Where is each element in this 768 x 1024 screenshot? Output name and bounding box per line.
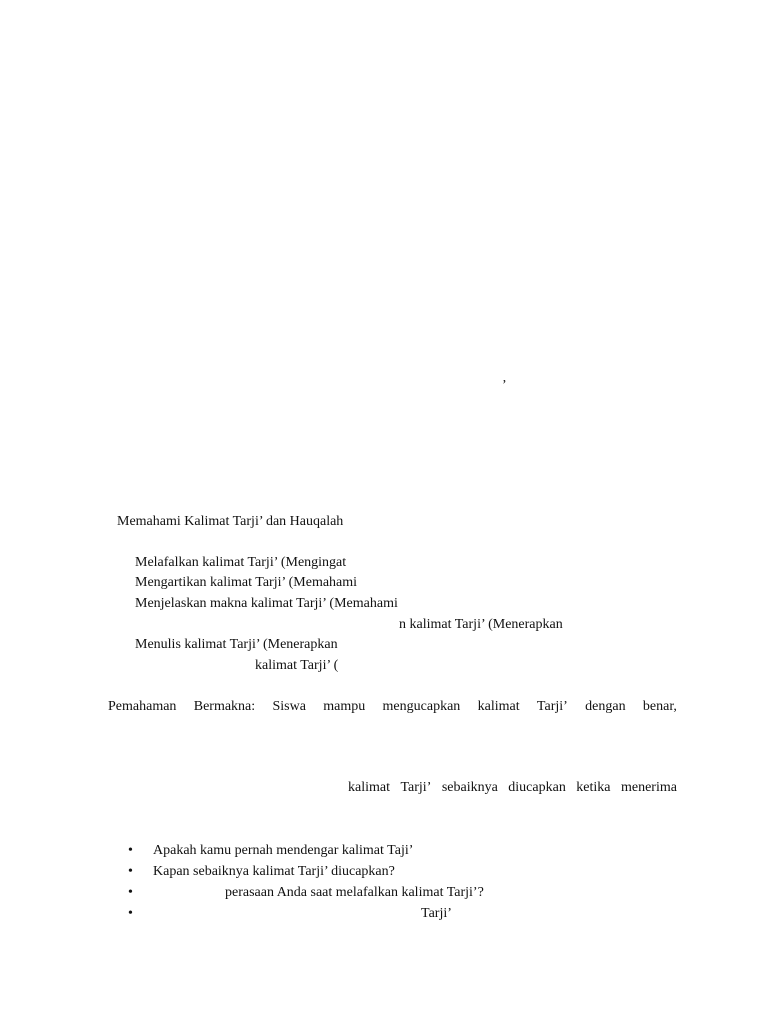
question-text: Apakah kamu pernah mendengar kalimat Taji’ xyxy=(153,843,414,858)
word: menerima xyxy=(620,780,677,795)
objective-item: kalimat Tarji’ ( xyxy=(255,658,339,673)
question-text: Tarji’ xyxy=(421,906,452,921)
word: Tarji’ xyxy=(400,780,432,795)
bullet-icon: • xyxy=(128,885,133,900)
context-line xyxy=(348,780,677,796)
objective-item: Menulis kalimat Tarji’ (Menerapkan xyxy=(135,637,338,652)
word: benar, xyxy=(642,699,677,714)
word: dengan xyxy=(585,699,626,714)
section-heading: Memahami Kalimat Tarji’ dan Hauqalah xyxy=(117,514,344,529)
question-item xyxy=(128,885,688,906)
objective-item: Mengartikan kalimat Tarji’ (Memahami xyxy=(135,575,358,590)
stray-apostrophe: ’ xyxy=(502,378,507,393)
bullet-icon: • xyxy=(128,906,133,921)
word: mampu xyxy=(323,699,366,714)
objective-item: Menjelaskan makna kalimat Tarji’ (Memahami xyxy=(135,596,398,611)
word: Tarji’ xyxy=(536,699,568,714)
bullet-icon: • xyxy=(128,864,133,879)
word: kalimat xyxy=(477,699,520,714)
question-item xyxy=(128,906,688,927)
questions-list xyxy=(128,843,688,927)
question-text: Kapan sebaiknya kalimat Tarji’ diucapkan? xyxy=(153,864,395,879)
word: sebaiknya xyxy=(441,780,498,795)
word: ketika xyxy=(576,780,611,795)
word: kalimat xyxy=(348,780,390,795)
objective-item: n kalimat Tarji’ (Menerapkan xyxy=(399,617,563,632)
word: Pemahaman xyxy=(108,699,177,714)
meaningful-understanding-line xyxy=(108,699,677,715)
word: diucapkan xyxy=(508,780,566,795)
word: Bermakna: xyxy=(193,699,256,714)
objective-item: Melafalkan kalimat Tarji’ (Mengingat xyxy=(135,555,347,570)
word: mengucapkan xyxy=(382,699,461,714)
word: Siswa xyxy=(272,699,306,714)
question-item xyxy=(128,864,688,885)
question-item xyxy=(128,843,688,864)
bullet-icon: • xyxy=(128,843,133,858)
question-text: perasaan Anda saat melafalkan kalimat Tarji’? xyxy=(225,885,484,900)
